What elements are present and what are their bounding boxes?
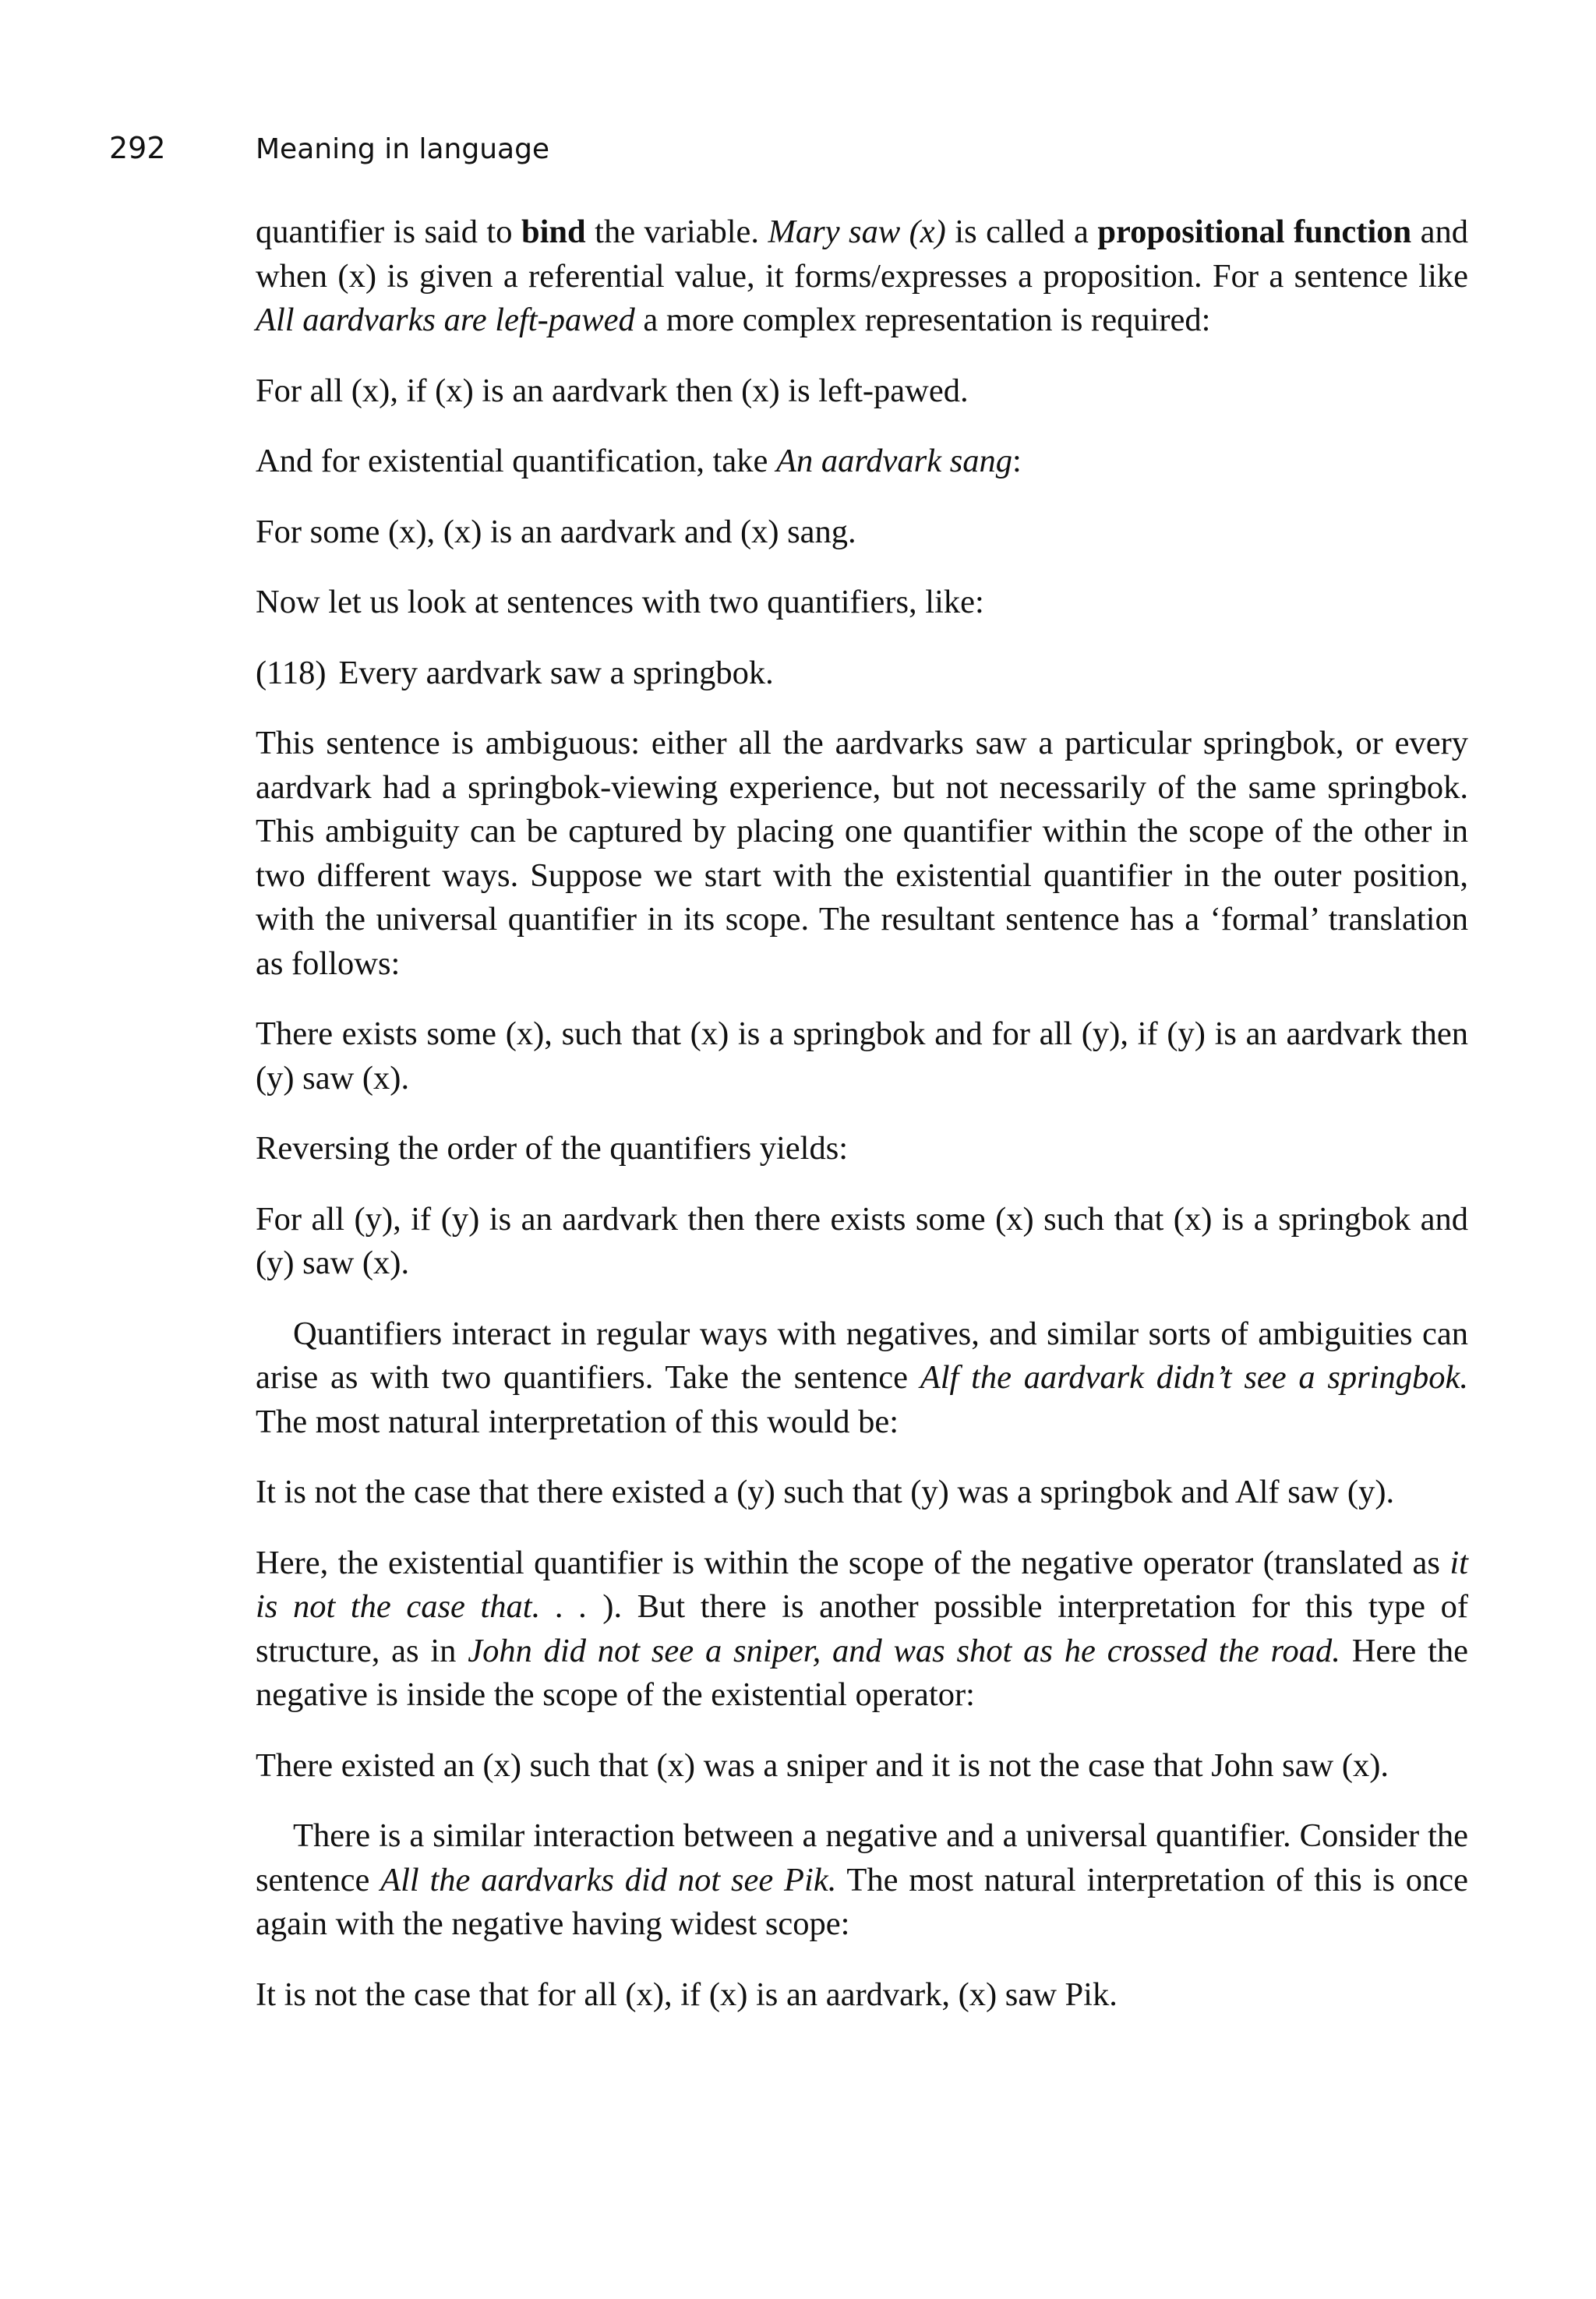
text-run: There is a similar interaction between a negative and a universal quantifier. Consider the sentence [256, 1817, 1468, 1898]
paragraph-negatives [256, 1312, 1468, 1445]
text-run: Quantifiers interact in regular ways with negatives, and similar sorts of ambiguities can arise as with two quantifiers. Take the sentence [256, 1315, 1468, 1396]
text-run: quantifier is said to [256, 214, 521, 250]
formula-neg-exists: It is not the case that there existed a (y) such that (y) was a springbok and Alf saw (y). [256, 1474, 1395, 1510]
running-head [109, 131, 549, 165]
body-text [256, 210, 1468, 2017]
example-number: (118) [256, 654, 327, 691]
text-run: Here, the existential quantifier is within the scope of the negative operator (translated as [256, 1544, 1450, 1581]
text-run: ). But there is another possible interpretation for this type of structure, as in [256, 1588, 1468, 1669]
paragraph-existential [256, 440, 1468, 484]
example-118 [256, 652, 1468, 696]
text-run: Here the negative is inside the scope of the existential operator: [256, 1632, 1468, 1713]
example-all-aardvarks-pik: All the aardvarks did not see Pik. [380, 1861, 837, 1898]
formula-universal: For all (x), if (x) is an aardvark then (x) is left-pawed. [256, 372, 969, 409]
text-run: : [1012, 443, 1022, 479]
term-bind: bind [521, 214, 586, 250]
paragraph-two-quantifiers: Now let us look at sentences with two quantifiers, like: [256, 584, 984, 620]
section-title: Meaning in language [256, 133, 550, 165]
term-propositional-function: propositional function [1097, 214, 1412, 250]
text-run: The most natural interpretation of this would be: [256, 1403, 899, 1440]
example-mary-saw: Mary saw (x) [768, 214, 946, 250]
paragraph-scope-negative [256, 1541, 1468, 1718]
paragraph-ambiguity: This sentence is ambiguous: either all the aardvarks saw a particular springbok, or every aardvark had a springbok-viewing experience, but not necessarily of the same springbok. This ambiguity can be captured by placing one quantifier within the scope of the other in two different ways. Suppose we start with the existential quantifier in the outer position, with the universal quantifier in its scope. The resultant sentence has a ‘formal’ translation as follows: [256, 725, 1468, 982]
text-run: the variable. [585, 214, 768, 250]
text-run: is called a [945, 214, 1098, 250]
text-run: The most natural interpretation of this is once again with the negative having widest scope: [256, 1861, 1469, 1942]
paragraph-universal-negative [256, 1814, 1468, 1947]
paragraph-bind-variable [256, 210, 1468, 343]
formula-exists-forall: There exists some (x), such that (x) is a springbok and for all (y), if (y) is an aardvark then (y) saw (x). [256, 1015, 1468, 1097]
paragraph-reversing: Reversing the order of the quantifiers yields: [256, 1130, 849, 1167]
formula-exists-neg: There existed an (x) such that (x) was a sniper and it is not the case that John saw (x). [256, 1746, 1389, 1784]
text-run: And for existential quantification, take [256, 443, 776, 479]
example-alf: Alf the aardvark didn’t see a springbok. [920, 1359, 1468, 1396]
formula-forall-exists: For all (y), if (y) is an aardvark then there exists some (x) such that (x) is a springbok and (y) saw (x). [256, 1200, 1468, 1281]
example-not-the-case: it is not the case that. . . [256, 1544, 1468, 1625]
page-number: 292 [109, 131, 166, 165]
formula-neg-forall: It is not the case that for all (x), if (x) is an aardvark, (x) saw Pik. [256, 1976, 1118, 2013]
example-sentence: Every aardvark saw a springbok. [338, 654, 774, 691]
text-run: a more complex representation is required: [634, 302, 1211, 338]
formula-existential: For some (x), (x) is an aardvark and (x) sang. [256, 513, 856, 550]
example-an-aardvark-sang: An aardvark sang [776, 443, 1012, 479]
text-run: and when (x) is given a referential value, it forms/expresses a proposition. For a sentence like [256, 214, 1468, 295]
example-all-aardvarks: All aardvarks are left-pawed [256, 302, 635, 338]
example-john-sniper: John did not see a sniper, and was shot as he crossed the road. [468, 1632, 1340, 1669]
